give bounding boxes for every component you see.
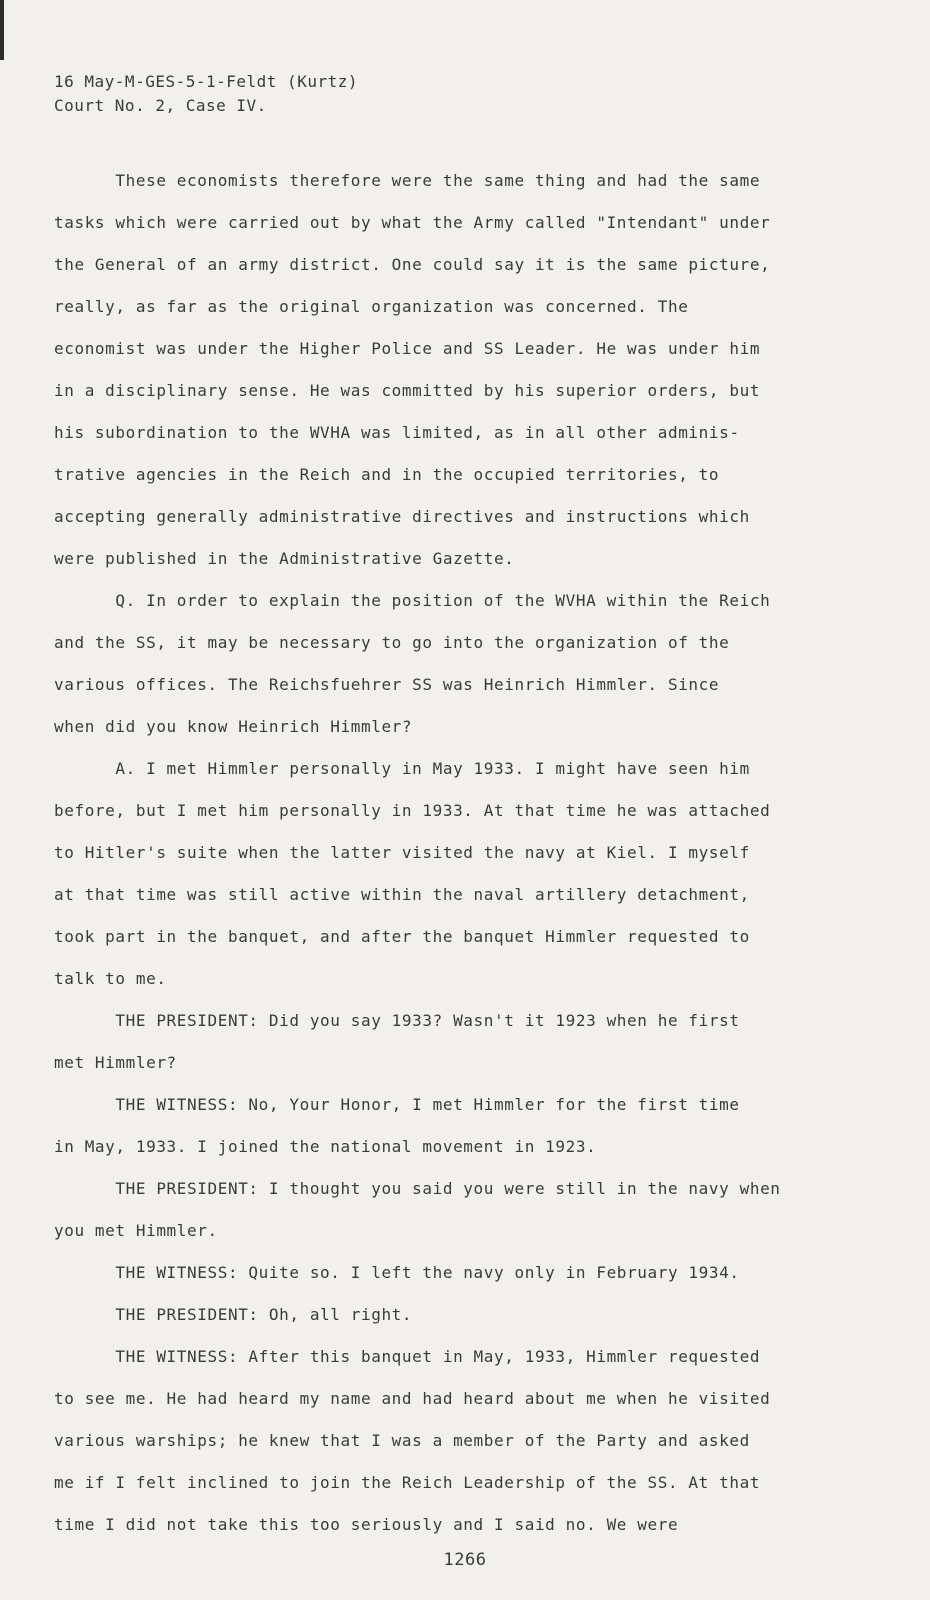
text-line: These economists therefore were the same thing and had the same bbox=[54, 171, 761, 190]
text-line: you met Himmler. bbox=[54, 1221, 218, 1240]
text-line: tasks which were carried out by what the Army called "Intendant" under bbox=[54, 213, 771, 232]
text-line: the General of an army district. One could say it is the same picture, bbox=[54, 255, 771, 274]
text-line: THE PRESIDENT: Did you say 1933? Wasn't it 1923 when he first bbox=[54, 1011, 740, 1030]
text-line: THE WITNESS: No, Your Honor, I met Himmler for the first time bbox=[54, 1095, 740, 1114]
text-line: me if I felt inclined to join the Reich Leadership of the SS. At that bbox=[54, 1473, 761, 1492]
text-line: at that time was still active within the naval artillery detachment, bbox=[54, 885, 750, 904]
text-line: to Hitler's suite when the latter visited the navy at Kiel. I myself bbox=[54, 843, 750, 862]
text-line: various warships; he knew that I was a member of the Party and asked bbox=[54, 1431, 750, 1450]
text-line: talk to me. bbox=[54, 969, 167, 988]
text-line: in May, 1933. I joined the national movement in 1923. bbox=[54, 1137, 597, 1156]
text-line: THE PRESIDENT: I thought you said you were still in the navy when bbox=[54, 1179, 781, 1198]
text-line: were published in the Administrative Gazette. bbox=[54, 549, 515, 568]
text-line: THE WITNESS: Quite so. I left the navy only in February 1934. bbox=[54, 1263, 740, 1282]
header-line-1: 16 May-M-GES-5-1-Feldt (Kurtz) bbox=[54, 72, 358, 91]
text-line: THE PRESIDENT: Oh, all right. bbox=[54, 1305, 413, 1324]
text-line: really, as far as the original organization was concerned. The bbox=[54, 297, 689, 316]
text-line: trative agencies in the Reich and in the occupied territories, to bbox=[54, 465, 720, 484]
text-line: when did you know Heinrich Himmler? bbox=[54, 717, 413, 736]
text-line: Q. In order to explain the position of the WVHA within the Reich bbox=[54, 591, 771, 610]
text-line: THE WITNESS: After this banquet in May, 1933, Himmler requested bbox=[54, 1347, 761, 1366]
text-line: various offices. The Reichsfuehrer SS was Heinrich Himmler. Since bbox=[54, 675, 720, 694]
text-line: economist was under the Higher Police and SS Leader. He was under him bbox=[54, 339, 761, 358]
text-line: met Himmler? bbox=[54, 1053, 177, 1072]
document-header bbox=[54, 70, 358, 118]
header-line-2: Court No. 2, Case IV. bbox=[54, 96, 267, 115]
text-line: time I did not take this too seriously and I said no. We were bbox=[54, 1515, 679, 1534]
text-line: and the SS, it may be necessary to go into the organization of the bbox=[54, 633, 730, 652]
page-number: 1266 bbox=[443, 1550, 487, 1570]
text-line: his subordination to the WVHA was limited, as in all other adminis- bbox=[54, 423, 740, 442]
text-line: accepting generally administrative directives and instructions which bbox=[54, 507, 750, 526]
text-line: in a disciplinary sense. He was committed by his superior orders, but bbox=[54, 381, 761, 400]
text-line: before, but I met him personally in 1933. At that time he was attached bbox=[54, 801, 771, 820]
text-line: A. I met Himmler personally in May 1933. I might have seen him bbox=[54, 759, 750, 778]
text-line: took part in the banquet, and after the banquet Himmler requested to bbox=[54, 927, 750, 946]
text-line: to see me. He had heard my name and had heard about me when he visited bbox=[54, 1389, 771, 1408]
page-edge-mark bbox=[0, 0, 4, 60]
